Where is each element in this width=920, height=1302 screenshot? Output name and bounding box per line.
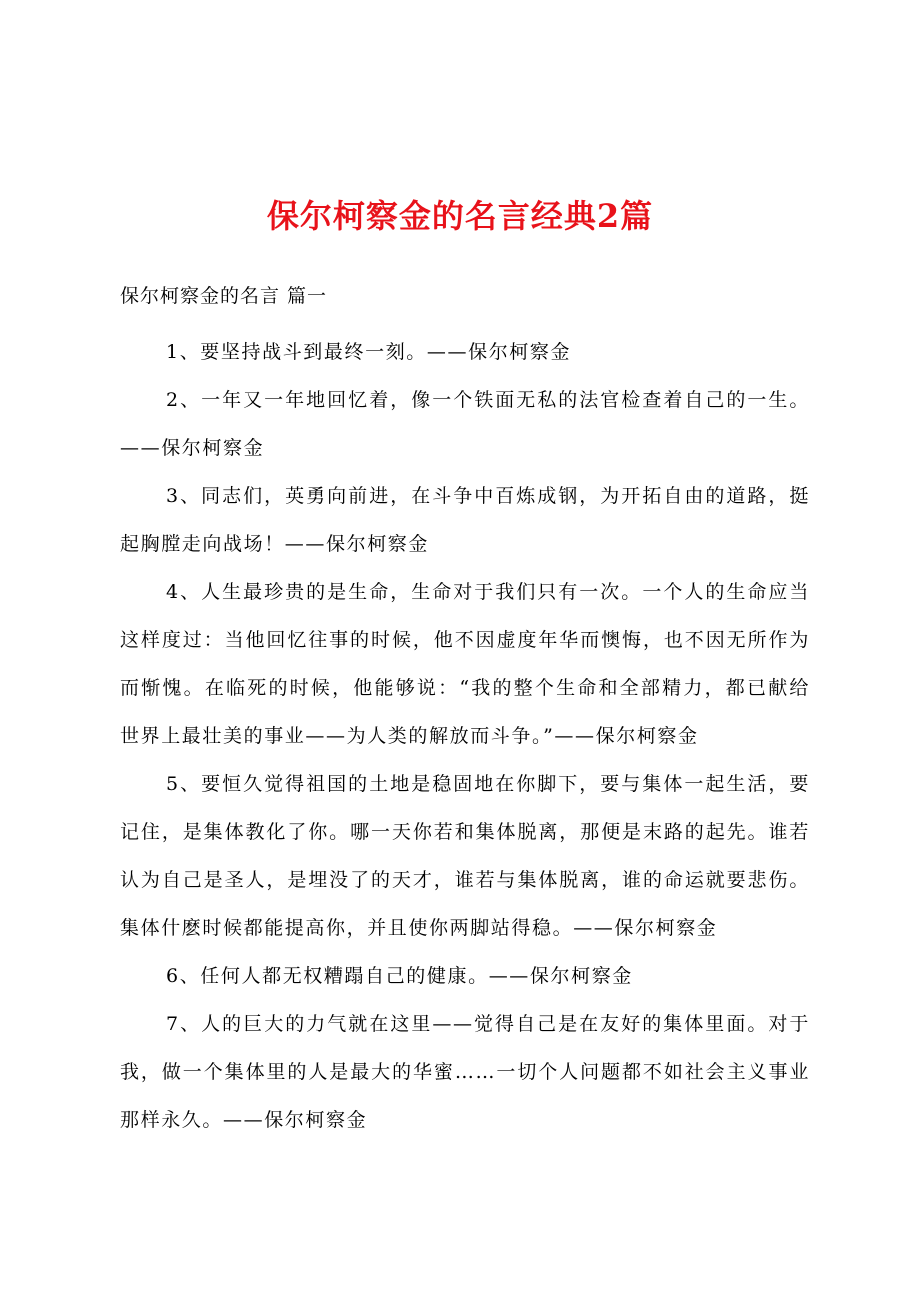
quote-1: 1、要坚持战斗到最终一刻。——保尔柯察金 [166, 341, 572, 363]
quote-2: 2、一年又一年地回忆着，像一个铁面无私的法官检查着自己的一生。——保尔柯察金 [120, 389, 810, 459]
quote-7: 7、人的巨大的力气就在这里——觉得自己是在友好的集体里面。对于我，做一个集体里的人是最大的华蜜……一切个人问题都不如社会主义事业那样永久。——保尔柯察金 [120, 1013, 810, 1131]
document-body [120, 280, 810, 1144]
quote-5: 5、要恒久觉得祖国的土地是稳固地在你脚下，要与集体一起生活，要记住，是集体教化了你。哪一天你若和集体脱离，那便是末路的起先。谁若认为自己是圣人，是埋没了的天才，谁若与集体脱离，谁的命运就要悲伤。集体什麽时候都能提高你，并且使你两脚站得稳。——保尔柯察金 [120, 773, 810, 939]
section-heading: 保尔柯察金的名言 篇一 [120, 285, 328, 307]
quote-3: 3、同志们，英勇向前进，在斗争中百炼成钢，为开拓自由的道路，挺起胸膛走向战场！——保尔柯察金 [120, 485, 810, 555]
quote-4: 4、人生最珍贵的是生命，生命对于我们只有一次。一个人的生命应当这样度过：当他回忆往事的时候，他不因虚度年华而懊悔，也不因无所作为而惭愧。在临死的时候，他能够说：“我的整个生命和全部精力，都已献给世界上最壮美的事业——为人类的解放而斗争。”——保尔柯察金 [120, 581, 810, 747]
document-title: 保尔柯察金的名言经典2篇 [266, 197, 654, 235]
quote-6: 6、任何人都无权糟蹋自己的健康。——保尔柯察金 [166, 965, 633, 987]
